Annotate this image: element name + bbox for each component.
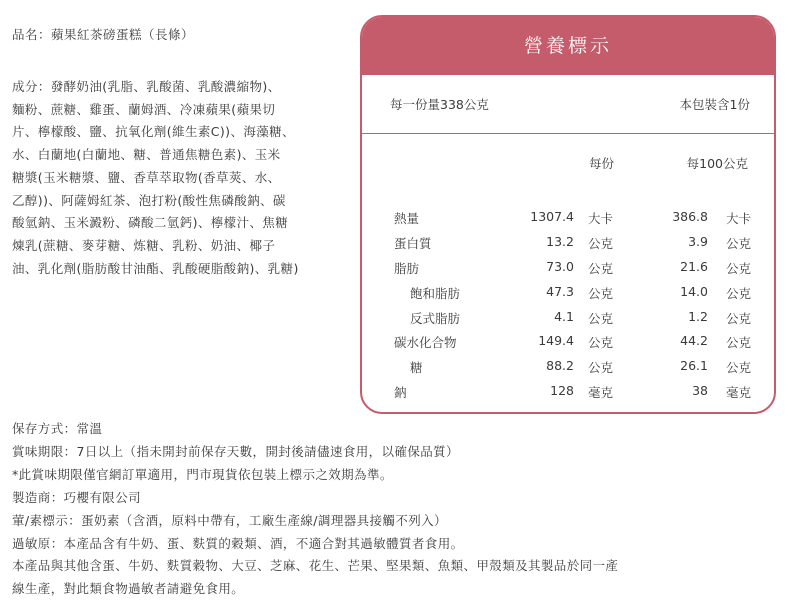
nutrient-unit: 公克	[588, 360, 614, 376]
nutrient-per-serving: 13.2	[546, 233, 574, 249]
product-notes	[12, 418, 702, 601]
nutrient-label: 鈉	[394, 385, 407, 401]
nutrient-unit: 公克	[588, 260, 614, 276]
nutrient-label: 熱量	[394, 211, 420, 226]
nutrient-unit: 公克	[588, 285, 614, 301]
nutrient-label: 飽和脂肪	[410, 285, 461, 301]
ingredients-line: 煉乳(蔗糖、麥芽糖、炼糖、乳粉、奶油、椰子	[12, 237, 276, 253]
nutrition-title: 營養標示	[362, 17, 774, 75]
ingredients-line: 糖漿(玉米糖漿、鹽、香草萃取物(香草莢、水、	[12, 169, 281, 185]
nutrient-row-sodium	[362, 380, 774, 405]
nutrient-label: 糖	[410, 360, 423, 376]
ingredients-line: 乙醇))、阿薩姆紅茶、泡打粉(酸性焦磷酸鈉、碳	[12, 192, 286, 208]
nutrient-per-serving: 1307.4	[530, 209, 574, 224]
nutrient-unit: 公克	[726, 335, 752, 351]
nutrient-unit: 公克	[588, 310, 614, 326]
serving-size: 每一份量338公克	[390, 97, 489, 112]
ingredients-line: 片、檸檬酸、鹽、抗氧化劑(維生素C))、海藻糖、	[12, 124, 295, 140]
shelf-life-note: *此賞味期限僅官網訂單適用，門市現貨依包裝上標示之效期為準。	[12, 466, 393, 482]
nutrient-per-serving: 128	[550, 383, 574, 399]
nutrient-per-100g: 1.2	[688, 308, 708, 324]
shelf-life: 賞味期限：7日以上（指未開封前保存天數，開封後請儘速食用，以確保品質）	[12, 443, 459, 459]
nutrient-label: 碳水化合物	[394, 335, 457, 351]
nutrient-row-carbohydrate	[362, 330, 774, 355]
nutrient-row-trans-fat	[362, 306, 774, 331]
product-name: 品名：蘋果紅茶磅蛋糕（長條）	[12, 27, 195, 42]
diet-label: 葷/素標示：蛋奶素（含酒，原料中帶有，工廠生產線/調理器具接觸不列入）	[12, 512, 447, 528]
nutrient-per-serving: 88.2	[546, 358, 574, 374]
nutrient-label: 反式脂肪	[410, 310, 461, 326]
nutrient-unit: 公克	[726, 235, 752, 251]
nutrient-row-protein	[362, 231, 774, 256]
nutrient-unit: 公克	[588, 335, 614, 351]
nutrient-unit: 公克	[726, 260, 752, 276]
nutrition-rows	[362, 206, 774, 405]
ingredients-line: 麵粉、蔗糖、雞蛋、蘭姆酒、冷凍蘋果(蘋果切	[12, 101, 276, 117]
ingredients-line: 水、白蘭地(白蘭地、糖、普通焦糖色素)、玉米	[12, 147, 281, 163]
nutrient-row-fat	[362, 256, 774, 281]
nutrient-unit: 毫克	[726, 385, 752, 401]
nutrient-per-serving: 47.3	[546, 283, 574, 299]
nutrient-unit: 毫克	[588, 385, 614, 401]
nutrient-label: 脂肪	[394, 260, 420, 276]
column-header-per-100g: 每100公克	[686, 156, 748, 171]
nutrient-per-100g: 14.0	[680, 283, 708, 299]
ingredients-line: 酸氫鈉、玉米澱粉、磷酸二氫鈣)、檸檬汁、焦糖	[12, 215, 289, 231]
cross-contamination-note-cont: 線生產，對此類食物過敏者請避免食用。	[12, 581, 245, 597]
nutrient-per-100g: 38	[692, 383, 708, 399]
ingredients-line: 成分：發酵奶油(乳脂、乳酸菌、乳酸濃縮物)、	[12, 79, 281, 94]
nutrient-per-100g: 386.8	[672, 209, 708, 224]
nutrient-unit: 大卡	[588, 211, 614, 226]
nutrient-row-sugar	[362, 355, 774, 380]
nutrient-row-energy	[362, 206, 774, 231]
nutrition-facts-panel	[360, 15, 776, 414]
nutrient-per-100g: 3.9	[688, 233, 708, 249]
nutrient-unit: 公克	[726, 285, 752, 301]
nutrient-per-serving: 4.1	[554, 308, 574, 324]
nutrient-per-100g: 21.6	[680, 258, 708, 274]
nutrient-unit: 大卡	[726, 211, 752, 226]
nutrient-row-saturated-fat	[362, 281, 774, 306]
ingredients-block	[12, 76, 316, 280]
nutrient-per-serving: 149.4	[538, 333, 574, 349]
ingredients-line: 油、乳化劑(脂肪酸甘油酯、乳酸硬脂酸鈉)、乳糖)	[12, 260, 299, 276]
nutrient-per-100g: 26.1	[680, 358, 708, 374]
nutrient-unit: 公克	[588, 235, 614, 251]
allergen-info: 過敏原：本產品含有牛奶、蛋、麩質的穀類、酒，不適合對其過敏體質者食用。	[12, 535, 464, 551]
nutrient-label: 蛋白質	[394, 235, 432, 251]
serving-info-row	[362, 75, 774, 134]
nutrient-unit: 公克	[726, 360, 752, 376]
servings-per-package: 本包裝含1份	[679, 97, 750, 112]
nutrient-unit: 公克	[726, 310, 752, 326]
nutrient-per-100g: 44.2	[680, 333, 708, 349]
manufacturer: 製造商：巧櫻有限公司	[12, 489, 142, 505]
column-header-per-serving: 每份	[588, 156, 614, 171]
storage-method: 保存方式：常溫	[12, 421, 103, 436]
cross-contamination-note: 本產品與其他含蛋、牛奶、麩質穀物、大豆、芝麻、花生、芒果、堅果類、魚類、甲殼類及其製品於同一產	[12, 558, 619, 574]
nutrient-per-serving: 73.0	[546, 258, 574, 274]
